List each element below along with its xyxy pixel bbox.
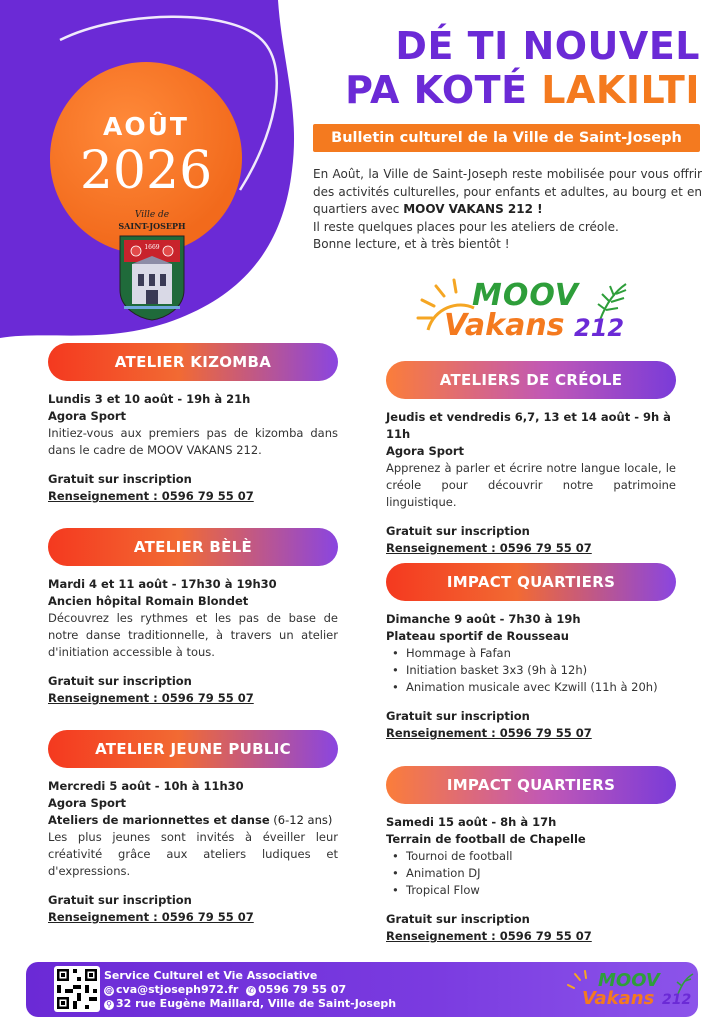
qr-code-icon[interactable] — [54, 966, 100, 1012]
event-contact: Renseignement : 0596 79 55 07 — [48, 691, 254, 705]
intro-p1-bold: MOOV VAKANS 212 ! — [403, 202, 543, 216]
location-icon: ⚲ — [104, 1000, 114, 1010]
section-title: ATELIER KIZOMBA — [48, 343, 338, 381]
event-description: Découvrez les rythmes et les pas de base de notre danse traditionnelle, à travers un atelier d'initiation accessible à tous. — [48, 611, 338, 659]
event-free: Gratuit sur inscription — [48, 893, 192, 907]
logo-moov: MOOV — [598, 970, 660, 991]
title-line2-b: LAKILTI — [541, 68, 700, 112]
list-item: • Animation musicale avec Kzwill (11h à 20h) — [392, 679, 676, 696]
footer-address-line — [104, 997, 396, 1011]
event-free: Gratuit sur inscription — [386, 912, 530, 926]
logo-vakans: Vakans — [444, 308, 565, 343]
event-subtitle — [48, 812, 338, 829]
section-impact-quartiers-1 — [386, 563, 676, 742]
title-line2 — [345, 68, 700, 112]
event-contact: Renseignement : 0596 79 55 07 — [386, 541, 592, 555]
intro-p1 — [313, 166, 702, 219]
logo-moov: MOOV — [472, 278, 580, 313]
event-contact: Renseignement : 0596 79 55 07 — [48, 910, 254, 924]
logo-vakans: Vakans — [582, 988, 655, 1009]
crest-line1: Ville de — [134, 210, 170, 220]
event-free: Gratuit sur inscription — [386, 524, 530, 538]
event-venue: Ancien hôpital Romain Blondet — [48, 594, 249, 608]
event-date: Jeudis et vendredis 6,7, 13 et 14 août - 9h à 11h — [386, 410, 671, 441]
list-item: • Animation DJ — [392, 865, 676, 882]
crest-year: 1669 — [144, 244, 160, 251]
event-contact: Renseignement : 0596 79 55 07 — [386, 929, 592, 943]
event-venue: Terrain de football de Chapelle — [386, 832, 586, 846]
title-line1: DÉ TI NOUVEL — [395, 24, 700, 68]
section-bele — [48, 528, 338, 707]
event-venue: Agora Sport — [386, 444, 465, 458]
section-title: IMPACT QUARTIERS — [386, 766, 676, 804]
event-date: Samedi 15 août - 8h à 17h — [386, 815, 557, 829]
event-venue: Plateau sportif de Rousseau — [386, 629, 569, 643]
event-date: Mercredi 5 août - 10h à 11h30 — [48, 779, 244, 793]
event-free: Gratuit sur inscription — [386, 709, 530, 723]
list-item: • Hommage à Fafan — [392, 645, 676, 662]
section-title: ATELIERS DE CRÉOLE — [386, 361, 676, 399]
event-date: Mardi 4 et 11 août - 17h30 à 19h30 — [48, 577, 277, 591]
list-item: • Tropical Flow — [392, 882, 676, 899]
city-crest — [112, 208, 192, 322]
title-line2-a: PA KOTÉ — [345, 68, 528, 112]
event-contact: Renseignement : 0596 79 55 07 — [48, 489, 254, 503]
footer-address: 32 rue Eugène Maillard, Ville de Saint-Joseph — [116, 997, 397, 1010]
event-activities — [386, 848, 676, 899]
intro-p3: Bonne lecture, et à très bientôt ! — [313, 237, 510, 251]
event-subtitle-bold: Ateliers de marionnettes et danse — [48, 813, 270, 827]
section-kizomba — [48, 343, 338, 505]
year-label: 2026 — [79, 140, 213, 201]
section-title: ATELIER BÈLÈ — [48, 528, 338, 566]
intro-p2: Il reste quelques places pour les ateliers de créole. — [313, 219, 619, 234]
footer-email[interactable]: cva@stjoseph972.fr — [116, 983, 239, 996]
month-label: AOÛT — [103, 111, 189, 141]
footer-contact — [104, 969, 396, 1011]
event-date: Dimanche 9 août - 7h30 à 19h — [386, 612, 581, 626]
page-title — [345, 24, 700, 112]
event-activities — [386, 645, 676, 696]
logo-number: 212 — [662, 992, 692, 1008]
section-title: ATELIER JEUNE PUBLIC — [48, 730, 338, 768]
footer-contact-line — [104, 983, 396, 997]
event-date: Lundis 3 et 10 août - 19h à 21h — [48, 392, 251, 406]
event-venue: Agora Sport — [48, 409, 127, 423]
footer-phone[interactable]: 0596 79 55 07 — [258, 983, 347, 996]
event-contact: Renseignement : 0596 79 55 07 — [386, 726, 592, 740]
section-title: IMPACT QUARTIERS — [386, 563, 676, 601]
logo-number: 212 — [574, 314, 625, 342]
list-item: • Tournoi de football — [392, 848, 676, 865]
section-impact-quartiers-2 — [386, 766, 676, 945]
event-venue: Agora Sport — [48, 796, 127, 810]
intro-text — [313, 166, 702, 254]
event-free: Gratuit sur inscription — [48, 472, 192, 486]
moov-vakans-logo-small — [566, 970, 696, 1014]
crest-line2: SAINT-JOSEPH — [118, 221, 186, 231]
event-description: Les plus jeunes sont invités à éveiller leur créativité grâce aux ateliers ludiques et d'expressions. — [48, 830, 338, 878]
event-free: Gratuit sur inscription — [48, 674, 192, 688]
section-jeune-public — [48, 730, 338, 926]
subtitle-bar: Bulletin culturel de la Ville de Saint-Joseph — [313, 124, 700, 152]
intro-p1-text: En Août, la Ville de Saint-Joseph reste mobilisée pour vous offrir des activités culturelles, pour enfants et adultes, au bourg et en quartiers avec — [313, 167, 702, 216]
event-description: Apprenez à parler et écrire notre langue locale, le créole pour découvrir notre patrimoine linguistique. — [386, 461, 676, 509]
phone-icon: ✆ — [247, 986, 255, 995]
list-item: • Initiation basket 3x3 (9h à 12h) — [392, 662, 676, 679]
event-subtitle-age: (6-12 ans) — [269, 813, 333, 827]
moov-vakans-logo — [414, 278, 630, 350]
section-creole — [386, 361, 676, 557]
footer-service: Service Culturel et Vie Associative — [104, 969, 318, 982]
email-icon: @ — [105, 986, 113, 995]
event-description: Initiez-vous aux premiers pas de kizomba dans dans le cadre de MOOV VAKANS 212. — [48, 426, 338, 457]
